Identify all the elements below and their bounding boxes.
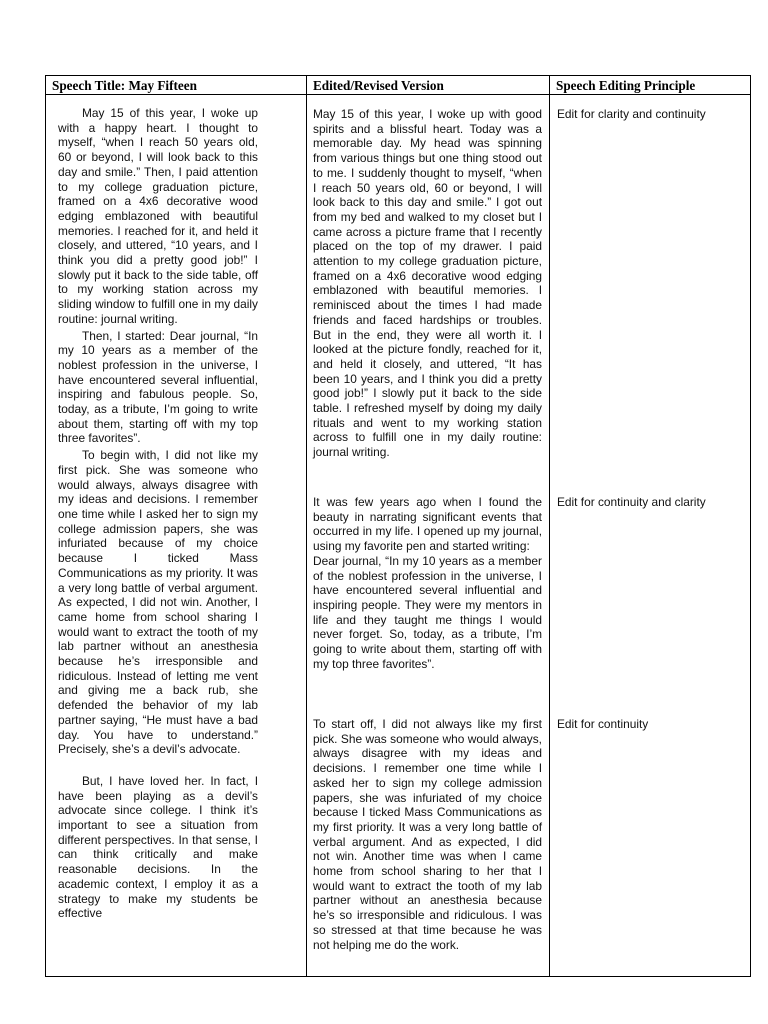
principle-cell: Edit for continuity and clarity (557, 495, 706, 509)
column-divider (549, 76, 550, 976)
revised-version-column (313, 107, 542, 967)
header-divider (46, 94, 750, 95)
original-paragraph: May 15 of this year, I woke up with a happy heart. I thought to myself, “when I reach 50 years old, 60 or beyond, I will look back to this day and smile.” Then, I paid attention to my college graduation picture, framed on a 4x6 decorative wood edging emblazoned with beautiful memories. I reached for it, and held it closely, and uttered, “10 years, and I think you did a pretty good job!” I slowly put it back to the side table, off to my working station across my sliding window to fulfill one in my daily routine: journal writing. (58, 106, 258, 326)
revised-paragraph: May 15 of this year, I woke up with good spirits and a blissful heart. Today was a memorable day. My head was spinning from various things but one thing stood out to me. I suddenly thought to myself, “when I reach 50 years old, 60 or beyond, I will look back to this day and smile.” I got out from my bed and walked to my closet but I came across a picture frame that I recently placed on the top of my drawer. I paid attention to my college graduation picture, framed on a 4x6 decorative wood edging emblazoned with beautiful memories. I reminisced about the times I had made friends and faced hardships or troubles. But in the end, they were all worth it. I looked at the picture fondly, reached for it, and held it closely, and uttered, “It has been 10 years, and I think you did a pretty good job!” I slowly put it back to the side table. I refreshed myself by doing my daily rituals and went to my working station across to fulfill one in my daily routine: journal writing. (313, 107, 542, 460)
revised-cell (313, 717, 542, 952)
revised-paragraph: To start off, I did not always like my first pick. She was someone who would always, always disagree with my ideas and decisions. I remember one time while I asked her to sign my college admission papers, she was infuriated of my choice because I ticked Mass Communications as my first priority. It was a very long battle of verbal argument. And as expected, I did not win. Another time was when I came home from school sharing to her that I would want to extract the tooth of my lab partner without an anesthesia because he’s so irresponsible and ridiculous. I was so stressed at that time because he was not helping me do the work. (313, 717, 542, 952)
original-paragraph: Then, I started: Dear journal, “In my 10 years as a member of the noblest profession in the universe, I have encountered several influential, inspiring and fabulous people. So, today, as a tribute, I’m going to write about them, starting off with my top three favorites”. (58, 328, 258, 446)
speech-editing-table (45, 75, 751, 977)
revised-cell (313, 107, 542, 460)
principle-cell: Edit for clarity and continuity (557, 107, 706, 121)
revised-paragraph: It was few years ago when I found the beauty in narrating significant events that occurred in my life. I opened up my journal, using my favorite pen and started writing: (313, 495, 542, 554)
header-editing-principle: Speech Editing Principle (556, 78, 696, 93)
original-paragraph: To begin with, I did not like my first pick. She was someone who would always, always disagree with my ideas and decisions. I remember one time while I asked her to sign my college admission papers, she was infuriated because of my choice because I ticked Mass Communications as my priority. It was a very long battle of verbal argument. As expected, I did not win. Another, I came home from school sharing I would want to extract the tooth of my lab partner without an anesthesia because he’s irresponsible and ridiculous. Instead of letting me vent and giving me a back rub, she defended the behavior of my lab partner saying, “He must have a bad day. You have to understand.” Precisely, she’s a devil’s advocate. (58, 448, 258, 757)
revised-paragraph: Dear journal, “In my 10 years as a member of the noblest profession in the universe, I have encountered several influential and inspiring people. They were my mentors in life and they taught me things I would never forget. So, today, as a tribute, I’m going to write about them, starting off with my top three favorites”. (313, 553, 542, 671)
revised-cell (313, 495, 542, 671)
original-paragraph: But, I have loved her. In fact, I have been playing as a devil’s advocate since college. I think it’s important to see a situation from different perspectives. In that sense, I can think critically and make reasonable decisions. In the academic context, I employ it as a strategy to make my students be effective (58, 773, 258, 921)
principle-cell: Edit for continuity (557, 717, 649, 731)
header-speech-title: Speech Title: May Fifteen (52, 78, 197, 93)
header-edited-version: Edited/Revised Version (313, 78, 444, 93)
original-speech-column (58, 106, 258, 921)
column-divider (306, 76, 307, 976)
principle-column (557, 107, 747, 967)
